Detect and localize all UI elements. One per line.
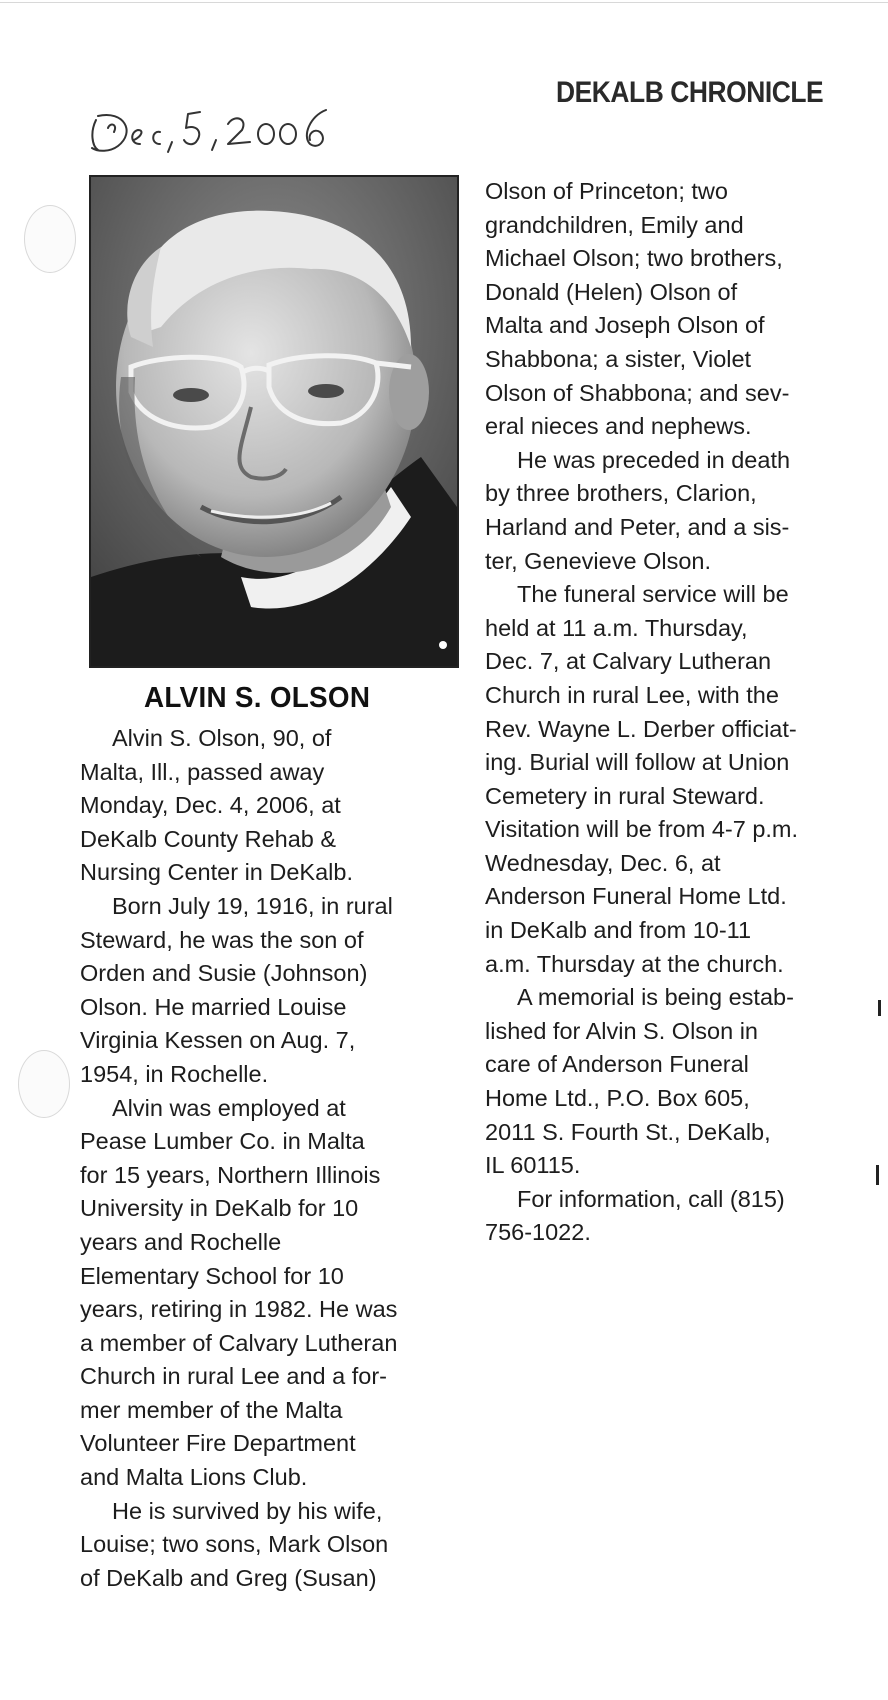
- text-line: Louise; two sons, Mark Olson: [80, 1531, 389, 1558]
- obituary-headline: ALVIN S. OLSON: [144, 682, 371, 714]
- text-line: Elementary School for 10: [80, 1262, 344, 1289]
- handwritten-date: [88, 102, 388, 162]
- text-line: Olson of Shabbona; and sev-: [485, 379, 790, 406]
- text-line: for 15 years, Northern Illinois: [80, 1161, 381, 1188]
- text-line: eral nieces and nephews.: [485, 413, 752, 440]
- text-line: Anderson Funeral Home Ltd.: [485, 883, 787, 910]
- text-line: Visitation will be from 4-7 p.m.: [485, 816, 799, 843]
- text-line: Malta and Joseph Olson of: [485, 312, 765, 339]
- text-line: a member of Calvary Lutheran: [80, 1329, 398, 1356]
- text-line: Alvin S. Olson, 90, of: [112, 725, 332, 751]
- text-line: by three brothers, Clarion,: [485, 480, 757, 507]
- text-line: 756-1022.: [485, 1219, 591, 1246]
- text-line: ing. Burial will follow at Union: [485, 749, 790, 776]
- text-line: grandchildren, Emily and: [485, 211, 744, 238]
- obituary-left-column: [80, 722, 460, 1595]
- text-line: Harland and Peter, and a sis-: [485, 513, 790, 540]
- text-line: ter, Genevieve Olson.: [485, 547, 711, 574]
- text-line: Wednesday, Dec. 6, at: [485, 849, 721, 876]
- text-line: Home Ltd., P.O. Box 605,: [485, 1085, 750, 1112]
- text-line: For information, call (815): [517, 1185, 785, 1212]
- text-line: Olson of Princeton; two: [485, 178, 728, 204]
- text-line: a.m. Thursday at the church.: [485, 950, 784, 977]
- text-line: Donald (Helen) Olson of: [485, 278, 738, 305]
- text-line: Church in rural Lee and a for-: [80, 1363, 387, 1390]
- scan-edge-mark: [878, 1000, 881, 1016]
- text-line: DeKalb County Rehab &: [80, 825, 337, 852]
- text-line: mer member of the Malta: [80, 1396, 343, 1423]
- scan-top-edge: [0, 2, 888, 3]
- text-line: University in DeKalb for 10: [80, 1195, 359, 1222]
- obituary-right-column: [485, 175, 865, 1250]
- text-line: Alvin was employed at: [112, 1094, 346, 1121]
- text-line: and Malta Lions Club.: [80, 1464, 308, 1491]
- handwritten-date-signature: [88, 102, 388, 162]
- text-line: Olson. He married Louise: [80, 993, 347, 1020]
- text-line: held at 11 a.m. Thursday,: [485, 614, 748, 641]
- portrait-illustration: [91, 177, 457, 666]
- text-line: Rev. Wayne L. Derber officiat-: [485, 715, 797, 742]
- text-line: Monday, Dec. 4, 2006, at: [80, 792, 341, 819]
- text-line: in DeKalb and from 10-11: [485, 917, 752, 944]
- text-line: The funeral service will be: [517, 581, 789, 608]
- punch-hole-top: [24, 205, 76, 273]
- punch-hole-bottom: [18, 1050, 70, 1118]
- text-line: Pease Lumber Co. in Malta: [80, 1128, 365, 1155]
- scan-edge-mark: [876, 1165, 879, 1185]
- text-line: Nursing Center in DeKalb.: [80, 859, 353, 886]
- text-line: 1954, in Rochelle.: [80, 1060, 269, 1087]
- text-line: Virginia Kessen on Aug. 7,: [80, 1027, 356, 1054]
- text-line: years and Rochelle: [80, 1228, 282, 1255]
- text-line: Born July 19, 1916, in rural: [112, 892, 393, 919]
- text-line: of DeKalb and Greg (Susan): [80, 1564, 377, 1591]
- text-line: He is survived by his wife,: [112, 1497, 383, 1524]
- text-line: Malta, Ill., passed away: [80, 758, 325, 785]
- text-line: Cemetery in rural Steward.: [485, 782, 765, 809]
- text-line: care of Anderson Funeral: [485, 1051, 749, 1078]
- text-line: lished for Alvin S. Olson in: [485, 1017, 758, 1044]
- text-line: Shabbona; a sister, Violet: [485, 345, 752, 372]
- newspaper-masthead: DEKALB CHRONICLE: [556, 76, 824, 109]
- text-line: years, retiring in 1982. He was: [80, 1296, 398, 1323]
- text-line: Michael Olson; two brothers,: [485, 245, 783, 272]
- text-line: A memorial is being estab-: [517, 984, 794, 1011]
- text-line: Dec. 7, at Calvary Lutheran: [485, 648, 772, 675]
- text-line: He was preceded in death: [517, 446, 791, 473]
- text-line: IL 60115.: [485, 1152, 581, 1179]
- text-line: Steward, he was the son of: [80, 926, 364, 953]
- text-line: Church in rural Lee, with the: [485, 681, 779, 708]
- text-line: Orden and Susie (Johnson): [80, 960, 368, 987]
- text-line: Volunteer Fire Department: [80, 1430, 356, 1457]
- obituary-portrait-photo: [89, 175, 459, 668]
- text-line: 2011 S. Fourth St., DeKalb,: [485, 1118, 771, 1145]
